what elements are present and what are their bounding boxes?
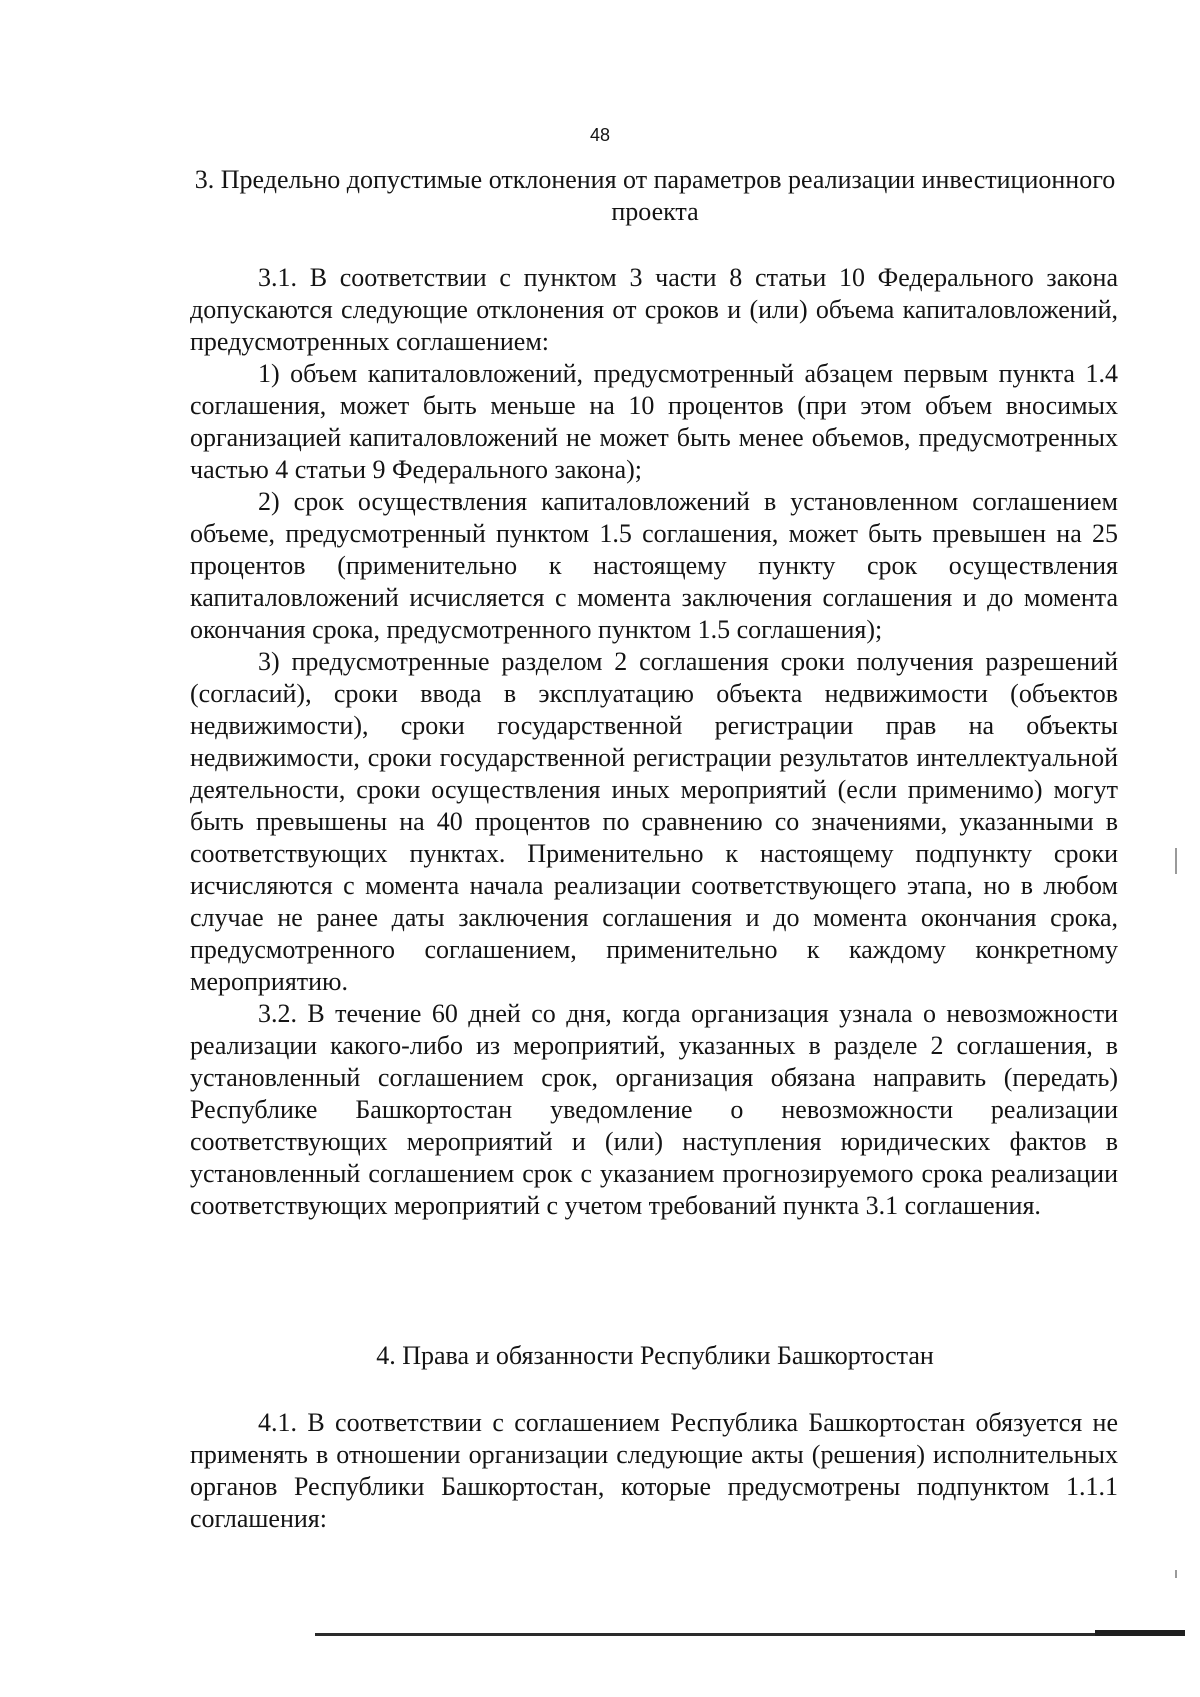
section-3-title: 3. Предельно допустимые отклонения от параметров реализации инвестиционного проекта: [194, 165, 1116, 226]
paragraph-3-1-item-3: 3) предусмотренные разделом 2 соглашения сроки получения разрешений (согласий), сроки ввода в эксплуатацию объекта недвижимости (объектов недвижимости), сроки государственной регистрации прав на объекты недвижимости, сроки государственной регистрации результатов интеллектуальной деятельности, сроки осуществления иных мероприятий (если применимо) могут быть превышены на 40 процентов по сравнению со значениями, указанными в соответствующих пунктах. Применительно к настоящему подпункту сроки исчисляются с момента начала реализации соответствующего этапа, но в любом случае не ранее даты заключения соглашения и до момента окончания срока, предусмотренного соглашением, применительно к каждому конкретному мероприятию.: [190, 647, 1118, 996]
footer-rule: [315, 1633, 1185, 1636]
footer-rule-thick-end: [1095, 1630, 1185, 1636]
paragraph-4-1: 4.1. В соответствии с соглашением Республика Башкортостан обязуется не применять в отношении организации следующие акты (решения) исполнительных органов Республики Башкортостан, которые предусмотрены подпунктом 1.1.1 соглашения:: [190, 1408, 1118, 1533]
section-4-body: [190, 1407, 1118, 1535]
paragraph-3-1-item-2: 2) срок осуществления капиталовложений в установленном соглашением объеме, предусмотренный пунктом 1.5 соглашения, может быть превышен на 25 процентов (применительно к настоящему пункту срок осуществления капиталовложений исчисляется с момента заключения соглашения и до момента окончания срока, предусмотренного пунктом 1.5 соглашения);: [190, 487, 1118, 644]
section-3-body: [190, 262, 1118, 1222]
scan-artifact-mark: [1175, 848, 1177, 874]
paragraph-3-1-item-1: 1) объем капиталовложений, предусмотренный абзацем первым пункта 1.4 соглашения, может быть меньше на 10 процентов (при этом объем вносимых организацией капиталовложений не может быть менее объемов, предусмотренных частью 4 статьи 9 Федерального закона);: [190, 359, 1118, 484]
page-number: 48: [589, 125, 611, 145]
section-4-title: 4. Права и обязанности Республики Башкортостан: [376, 1341, 934, 1370]
paragraph-3-2: 3.2. В течение 60 дней со дня, когда организация узнала о невозможности реализации какого-либо из мероприятий, указанных в разделе 2 соглашения, в установленный соглашением срок, организация обязана направить (передать) Республике Башкортостан уведомление о невозможности реализации соответствующих мероприятий и (или) наступления юридических фактов в установленный соглашением срок с указанием прогнозируемого срока реализации соответствующих мероприятий с учетом требований пункта 3.1 соглашения.: [190, 999, 1118, 1220]
paragraph-3-1: 3.1. В соответствии с пунктом 3 части 8 статьи 10 Федерального закона допускаются следующие отклонения от сроков и (или) объема капиталовложений, предусмотренных соглашением:: [190, 263, 1118, 356]
scan-artifact-mark: [1175, 1570, 1177, 1578]
